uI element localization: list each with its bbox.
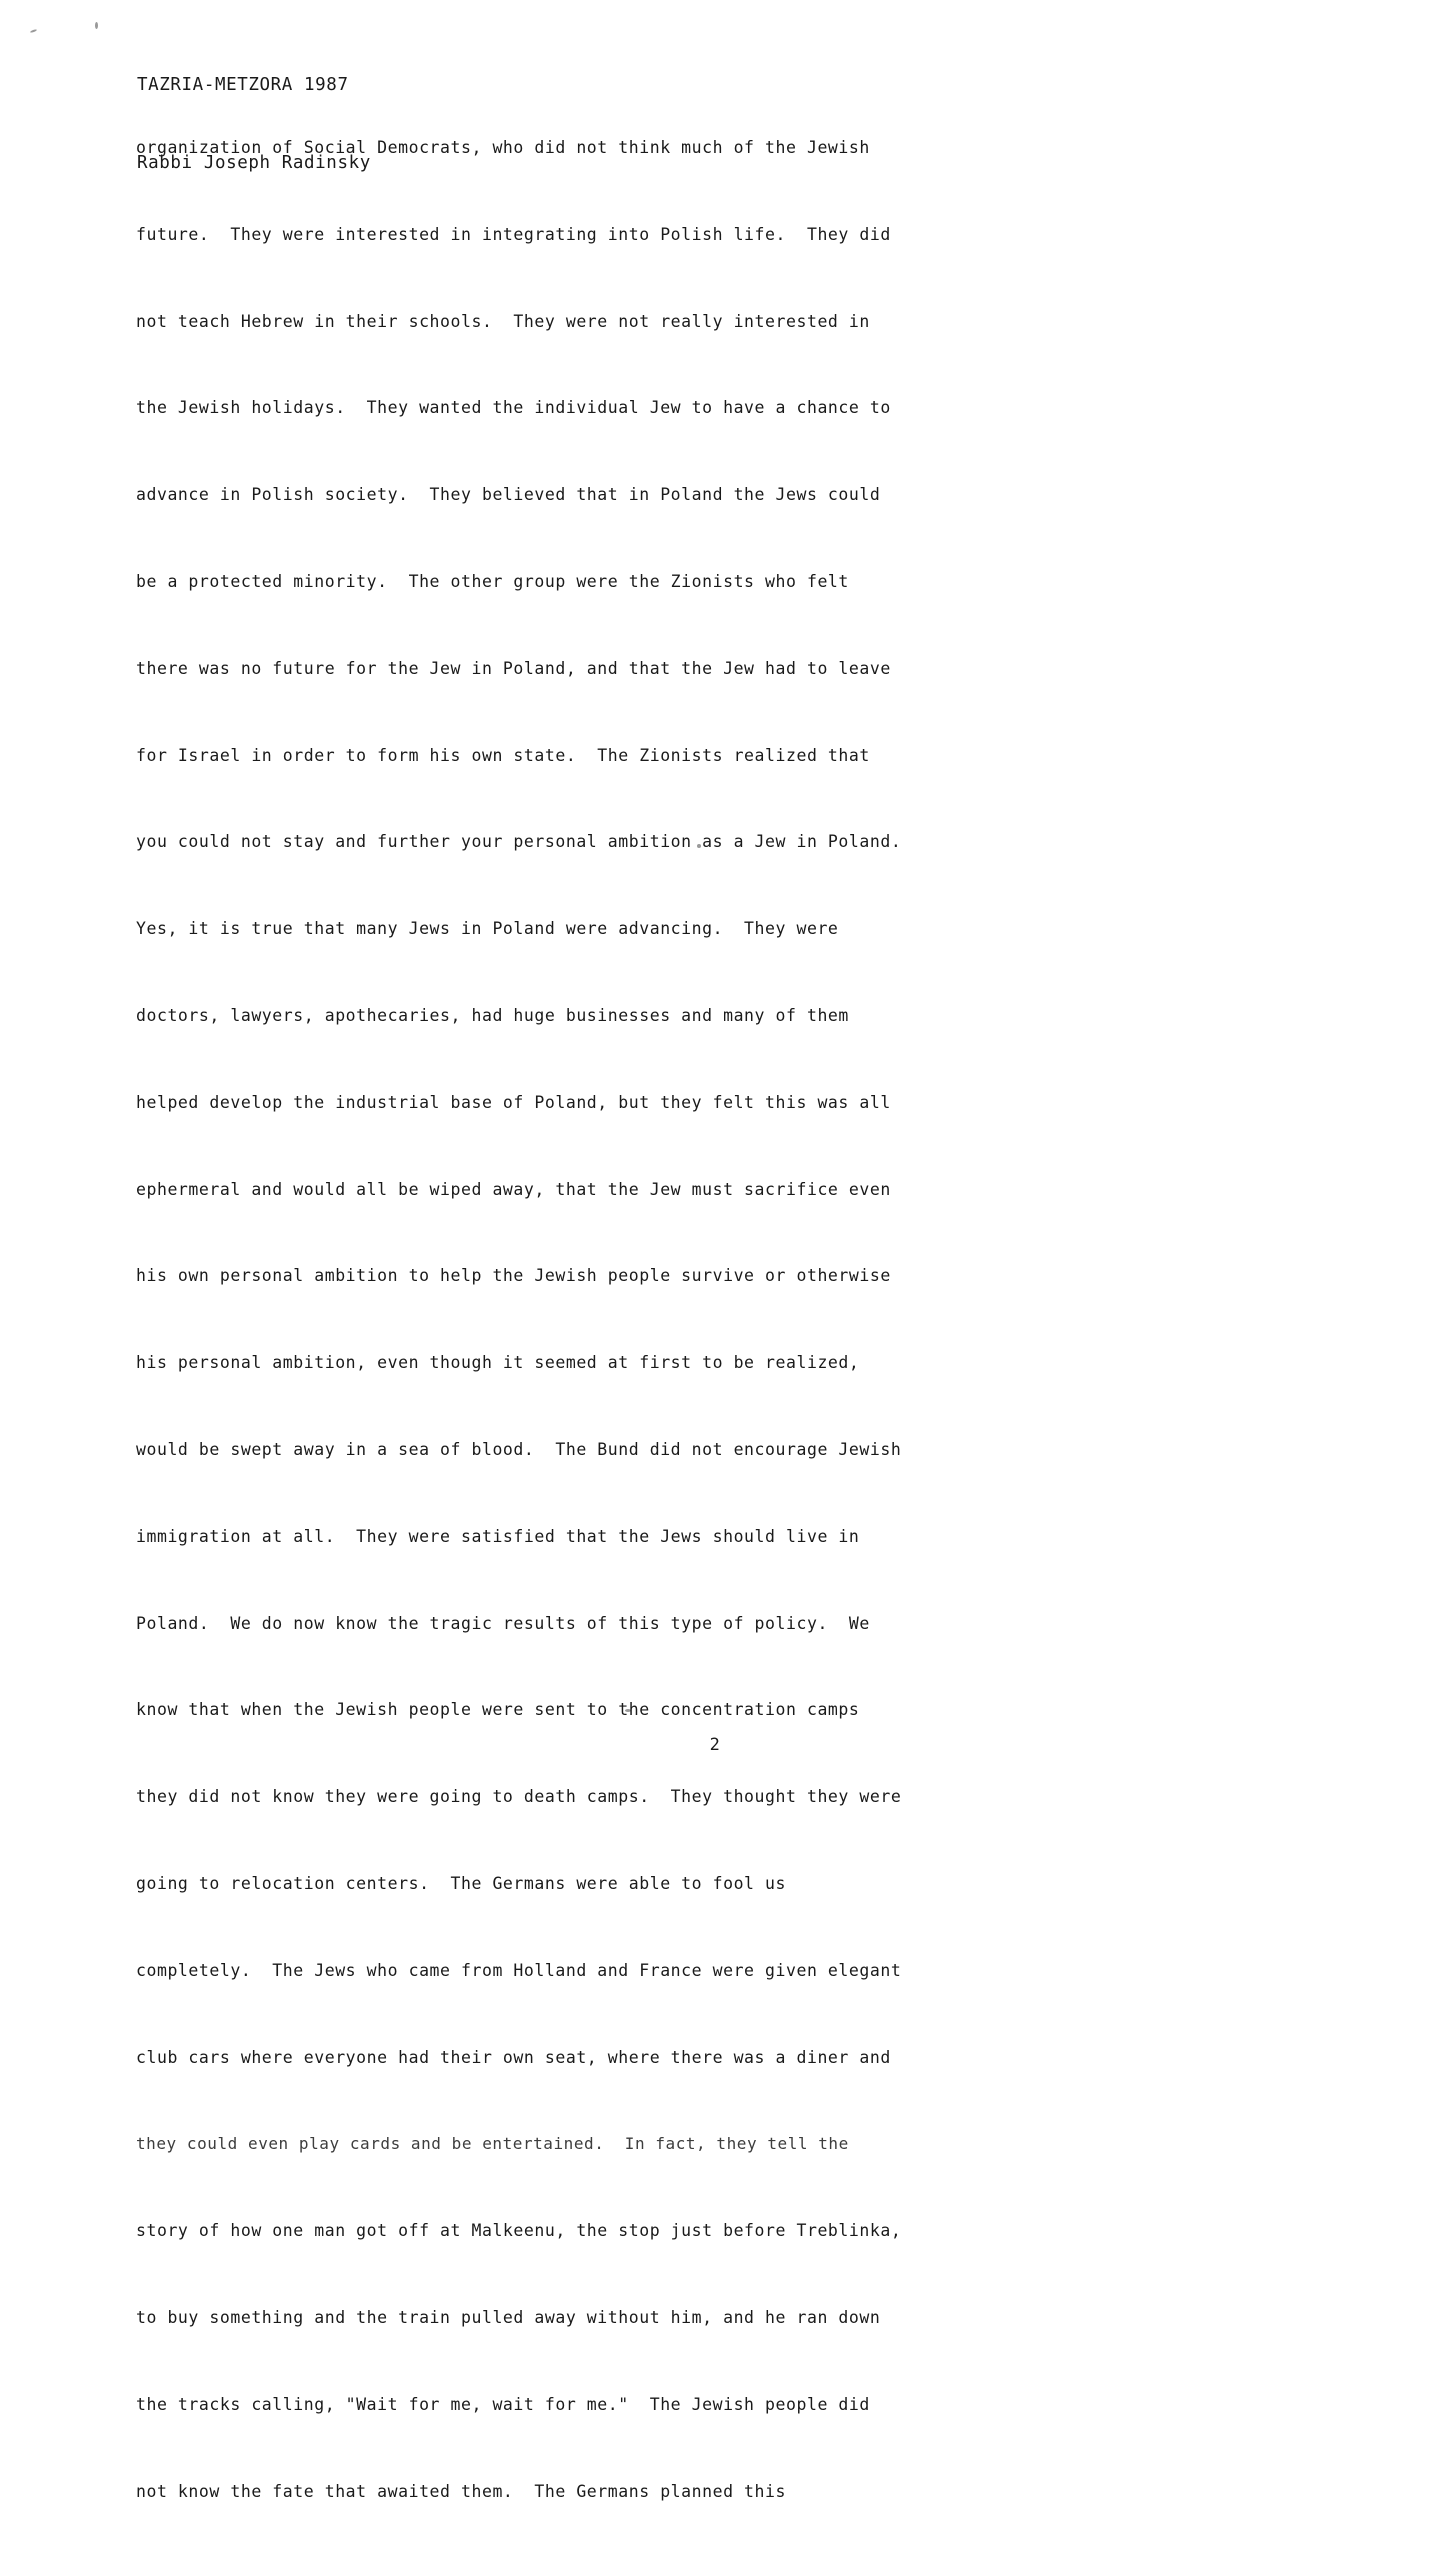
body-line: his personal ambition, even though it seemed at first to be realized, (136, 1353, 860, 1373)
body-line: Yes, it is true that many Jews in Poland were advancing. They were (136, 919, 839, 939)
body-line: the tracks calling, "Wait for me, wait for me." The Jewish people did (136, 2394, 870, 2414)
body-line: club cars where everyone had their own seat, where there was a diner and (136, 2047, 891, 2067)
body-line: you could not stay and further your personal ambition as a Jew in Poland. (136, 832, 902, 852)
body-line: helped develop the industrial base of Poland, but they felt this was all (136, 1092, 891, 1112)
body-line: his own personal ambition to help the Jewish people survive or otherwise (136, 1266, 891, 1286)
body-line: would be swept away in a sea of blood. The Bund did not encourage Jewish (136, 1439, 902, 1459)
body-line: completely. The Jews who came from Holland and France were given elegant (136, 1960, 902, 1980)
document-author: Rabbi Joseph Radinsky (137, 153, 371, 173)
body-line: be a protected minority. The other group were the Zionists who felt (136, 571, 849, 591)
body-line: advance in Polish society. They believed that in Poland the Jews could (136, 485, 881, 505)
body-line: not teach Hebrew in their schools. They were not really interested in (136, 311, 870, 331)
document-body (136, 86, 1296, 2554)
body-line: ephermeral and would all be wiped away, that the Jew must sacrifice even (136, 1179, 891, 1199)
body-line: future. They were interested in integrating into Polish life. They did (136, 224, 891, 244)
scan-artifact-speck (30, 29, 37, 33)
body-line: going to relocation centers. The Germans were able to fool us (136, 1873, 786, 1893)
body-line: doctors, lawyers, apothecaries, had huge businesses and many of them (136, 1005, 849, 1025)
body-line: Poland. We do now know the tragic results of this type of policy. We (136, 1613, 870, 1633)
body-line: for Israel in order to form his own state. The Zionists realized that (136, 745, 870, 765)
body-line: story of how one man got off at Malkeenu, the stop just before Treblinka, (136, 2221, 902, 2241)
scan-artifact-speck (95, 22, 98, 29)
body-line: the Jewish holidays. They wanted the individual Jew to have a chance to (136, 398, 891, 418)
body-line: there was no future for the Jew in Poland, and that the Jew had to leave (136, 658, 891, 678)
body-line: they did not know they were going to death camps. They thought they were (136, 1787, 902, 1807)
body-line: to buy something and the train pulled away without him, and he ran down (136, 2307, 881, 2327)
body-line: organization of Social Democrats, who did not think much of the Jewish (136, 138, 870, 157)
body-line: not know the fate that awaited them. The Germans planned this (136, 2481, 786, 2501)
body-line: know that when the Jewish people were sent to the concentration camps (136, 1700, 860, 1720)
page-number: 2 (709, 1735, 721, 1755)
body-line: they could even play cards and be entertained. In fact, they tell the (136, 2134, 849, 2154)
body-line: immigration at all. They were satisfied that the Jews should live in (136, 1526, 860, 1546)
document-title: TAZRIA-METZORA 1987 (137, 75, 349, 95)
